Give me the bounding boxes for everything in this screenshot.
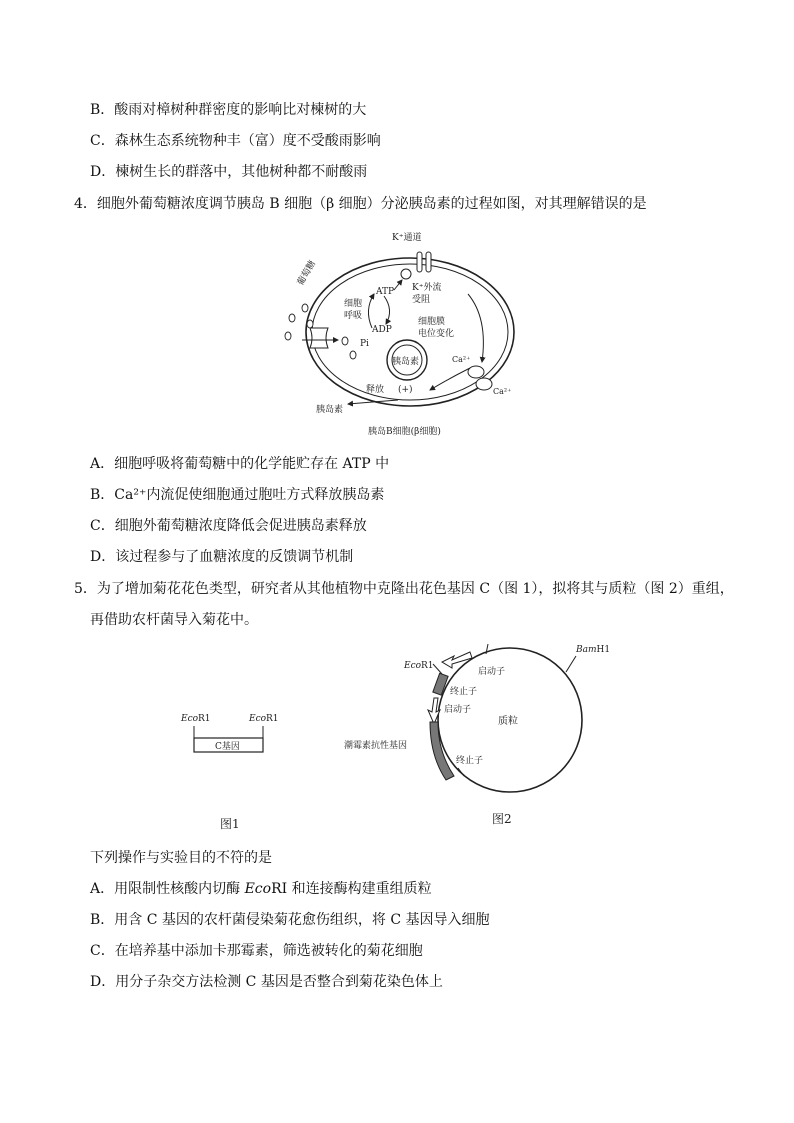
q4-stem: 4．细胞外葡萄糖浓度调节胰岛 B 细胞（β 细胞）分泌胰岛素的过程如图，对其理解错误的是 [74, 196, 647, 212]
terminator-1-label: 终止子 [450, 687, 478, 697]
q5-option-b: B．用含 C 基因的农杆菌侵染菊花愈伤组织，将 C 基因导入细胞 [90, 912, 490, 928]
q5-option-a: A．用限制性核酸内切酶 EcoRI 和连接酶构建重组质粒 [90, 881, 432, 897]
q3-option-c: C．森林生态系统物种丰（富）度不受酸雨影响 [90, 133, 381, 149]
respiration-label-1: 细胞 [344, 299, 363, 309]
figure-2-caption: 图2 [492, 812, 512, 826]
membrane-potential-label-2: 电位变化 [418, 329, 455, 339]
calcium-channel-icon [468, 366, 492, 390]
diagram-caption: 胰岛B细胞(β细胞) [368, 427, 441, 437]
k-channel-label: K⁺通道 [392, 233, 422, 243]
q4-option-d: D．该过程参与了血糖浓度的反馈调节机制 [90, 549, 354, 565]
q5-option-d: D．用分子杂交方法检测 C 基因是否整合到菊花染色体上 [90, 974, 443, 990]
q3-option-d: D．楝树生长的群落中，其他树种都不耐酸雨 [90, 164, 368, 180]
svg-text:EcoR1: EcoR1 [249, 714, 279, 724]
terminator-1-box [433, 673, 448, 695]
k-efflux-label-2: 受阻 [412, 295, 431, 305]
beta-cell-diagram [280, 228, 540, 440]
svg-text:BamH1: BamH1 [576, 645, 611, 655]
c-gene-label: C基因 [215, 742, 240, 752]
atp-label: ATP [376, 287, 395, 297]
q4-option-a: A．细胞呼吸将葡萄糖中的化学能贮存在 ATP 中 [90, 456, 390, 472]
k-efflux-label-1: K⁺外流 [412, 283, 442, 293]
figure-2-plasmid [340, 640, 620, 830]
svg-text:EcoR1: EcoR1 [404, 661, 434, 671]
insulin-vesicle-label: 胰岛素 [392, 357, 420, 367]
q5-stem-line1: 5．为了增加菊花花色类型，研究者从其他植物中克隆出花色基因 C（图 1），拟将其与质粒（图 2）重组， [74, 581, 734, 597]
release-label: 释放 [366, 385, 385, 395]
hygromycin-resistance-label: 潮霉素抗性基因 [344, 741, 408, 751]
adp-label: ADP [372, 325, 392, 335]
stimulate-label: (+) [398, 385, 413, 395]
glucose-transporter-icon [310, 328, 328, 348]
promoter-1-label: 启动子 [478, 667, 506, 677]
svg-text:EcoR1: EcoR1 [181, 714, 211, 724]
insulin-secreted-label: 胰岛素 [316, 405, 344, 415]
k-channel-icon [417, 252, 431, 272]
plasmid-label: 质粒 [498, 716, 518, 727]
promoter-1-arrow [442, 652, 472, 668]
glucose-label: 葡萄糖 [295, 259, 319, 288]
pi-label: Pi [360, 339, 369, 349]
promoter-2-label: 启动子 [444, 705, 472, 715]
figure-1-caption: 图1 [220, 817, 240, 831]
figure-1-c-gene [175, 708, 295, 838]
respiration-label-2: 呼吸 [344, 311, 363, 321]
q4-option-c: C．细胞外葡萄糖浓度降低会促进胰岛素释放 [90, 518, 367, 534]
hygromycin-resistance-gene [430, 722, 454, 780]
calcium-inside-label: Ca²⁺ [452, 355, 471, 364]
membrane-potential-label-1: 细胞膜 [418, 317, 446, 327]
q5-stem-line2: 再借助农杆菌导入菊花中。 [90, 612, 258, 628]
calcium-outside-label: Ca²⁺ [493, 387, 512, 396]
terminator-2-label: 终止子 [456, 756, 484, 766]
q5-ask: 下列操作与实验目的不符的是 [90, 850, 272, 866]
q5-option-c: C．在培养基中添加卡那霉素，筛选被转化的菊花细胞 [90, 943, 423, 959]
q3-option-b: B．酸雨对樟树种群密度的影响比对楝树的大 [90, 102, 367, 118]
q4-option-b: B．Ca²⁺内流促使细胞通过胞吐方式释放胰岛素 [90, 487, 385, 503]
